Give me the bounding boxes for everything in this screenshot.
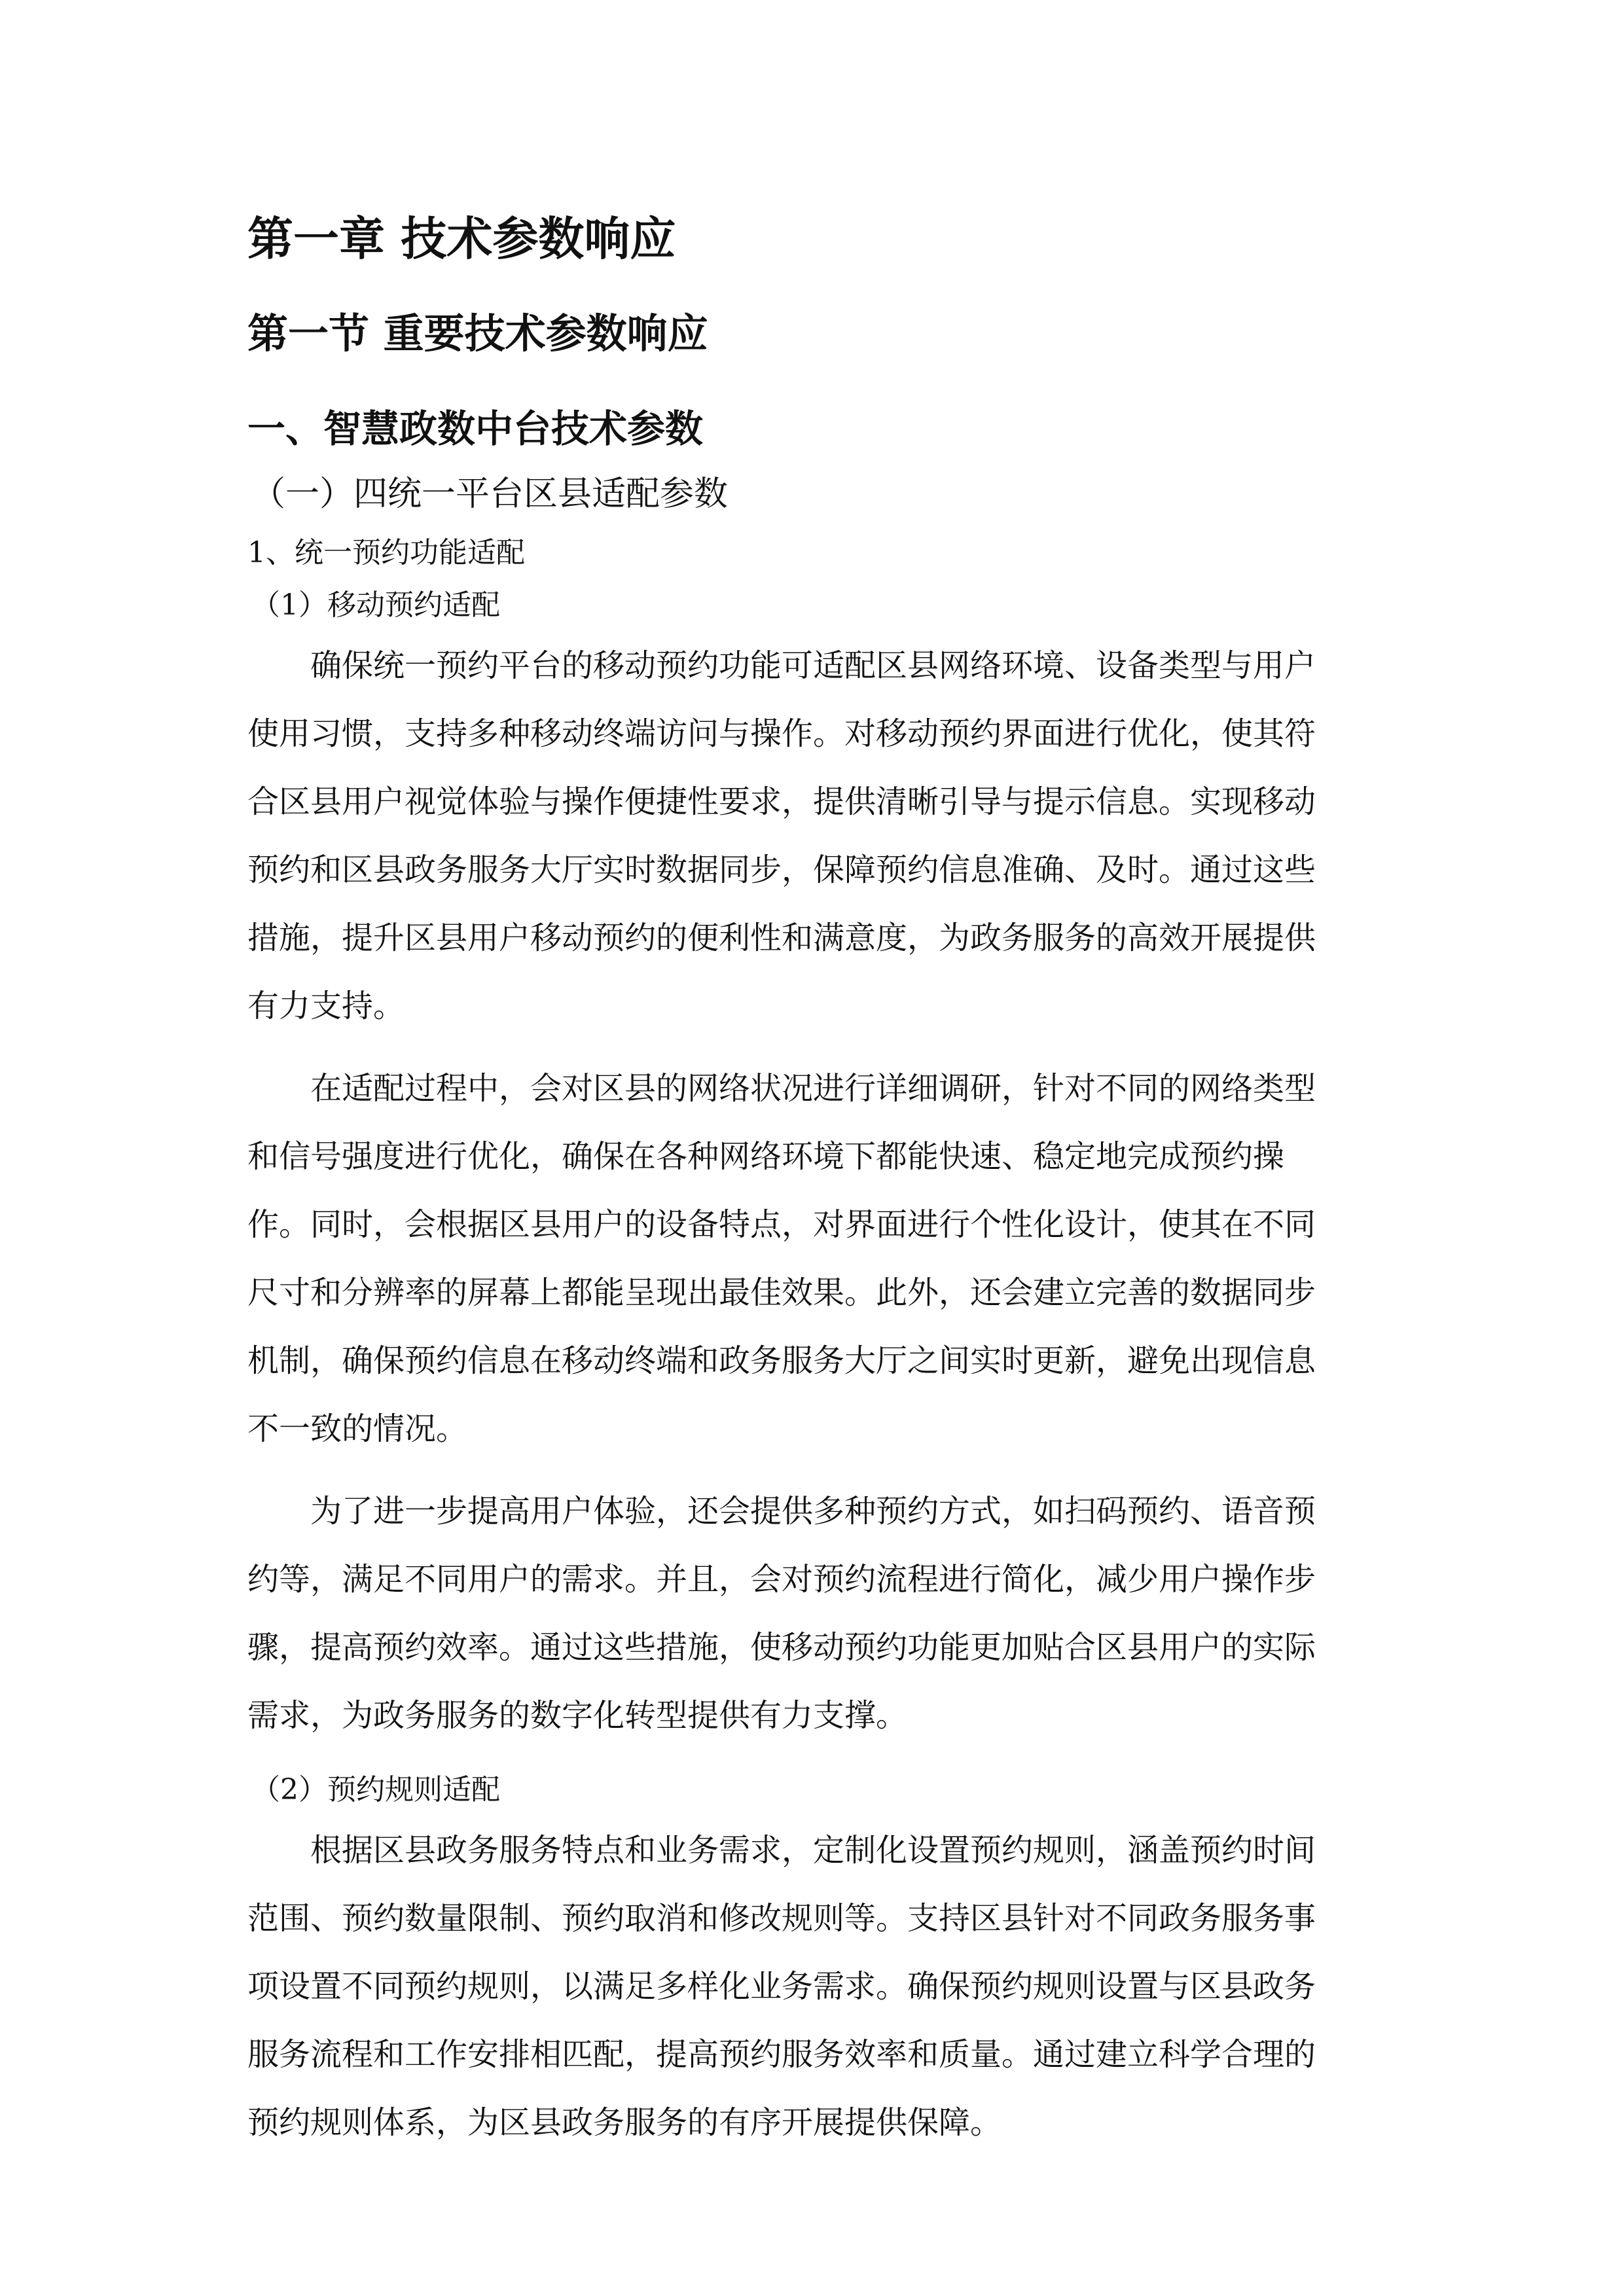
paragraph-line: 有力支持。 <box>247 988 405 1024</box>
paragraph-3 <box>247 1477 1390 1749</box>
sub-title: （一）四统一平台区县适配参数 <box>251 475 729 514</box>
paragraph-line: 机制，确保预约信息在移动终端和政务服务大厅之间实时更新，避免出现信息 <box>247 1342 1316 1379</box>
part-title: 一、智慧政数中台技术参数 <box>247 406 704 451</box>
paragraph-line: 和信号强度进行优化，确保在各种网络环境下都能快速、稳定地完成预约操 <box>247 1138 1285 1175</box>
paragraph-line: 措施，提升区县用户移动预约的便利性和满意度，为政务服务的高效开展提供 <box>247 920 1316 956</box>
paragraph-2 <box>247 1054 1390 1463</box>
paragraph-line: 不一致的情况。 <box>247 1410 468 1447</box>
paragraph-line: 确保统一预约平台的移动预约功能可适配区县网络环境、设备类型与用户 <box>310 647 1316 684</box>
paragraph-line: 约等，满足不同用户的需求。并且，会对预约流程进行简化，减少用户操作步 <box>247 1561 1316 1598</box>
paragraph-line: 在适配过程中，会对区县的网络状况进行详细调研，针对不同的网络类型 <box>310 1070 1316 1107</box>
sub-item-title-2: （2）预约规则适配 <box>251 1773 500 1806</box>
document-body <box>247 196 1390 2171</box>
paragraph-1 <box>247 632 1390 1040</box>
paragraph-line: 为了进一步提高用户体验，还会提供多种预约方式，如扫码预约、语音预 <box>310 1493 1316 1530</box>
paragraph-line: 骤，提高预约效率。通过这些措施，使移动预约功能更加贴合区县用户的实际 <box>247 1629 1316 1666</box>
paragraph-line: 项设置不同预约规则，以满足多样化业务需求。确保预约规则设置与区县政务 <box>247 1968 1316 2005</box>
paragraph-line: 使用习惯，支持多种移动终端访问与操作。对移动预约界面进行优化，使其符 <box>247 715 1316 752</box>
paragraph-line: 预约和区县政务服务大厅实时数据同步，保障预约信息准确、及时。通过这些 <box>247 852 1316 888</box>
paragraph-line: 预约规则体系，为区县政务服务的有序开展提供保障。 <box>247 2104 1002 2141</box>
paragraph-4 <box>247 1816 1390 2157</box>
section-title: 第一节 重要技术参数响应 <box>247 310 708 357</box>
paragraph-line: 作。同时，会根据区县用户的设备特点，对界面进行个性化设计，使其在不同 <box>247 1206 1316 1243</box>
paragraph-line: 合区县用户视觉体验与操作便捷性要求，提供清晰引导与提示信息。实现移动 <box>247 783 1316 820</box>
paragraph-line: 根据区县政务服务特点和业务需求，定制化设置预约规则，涵盖预约时间 <box>310 1832 1316 1869</box>
paragraph-line: 需求，为政务服务的数字化转型提供有力支撑。 <box>247 1697 908 1734</box>
paragraph-line: 范围、预约数量限制、预约取消和修改规则等。支持区县针对不同政务服务事 <box>247 1900 1316 1937</box>
item-title: 1、统一预约功能适配 <box>247 536 525 569</box>
chapter-title: 第一章 技术参数响应 <box>247 212 676 266</box>
paragraph-line: 服务流程和工作安排相匹配，提高预约服务效率和质量。通过建立科学合理的 <box>247 2036 1316 2073</box>
sub-item-title-1: （1）移动预约适配 <box>251 588 500 622</box>
paragraph-line: 尺寸和分辨率的屏幕上都能呈现出最佳效果。此外，还会建立完善的数据同步 <box>247 1274 1316 1311</box>
